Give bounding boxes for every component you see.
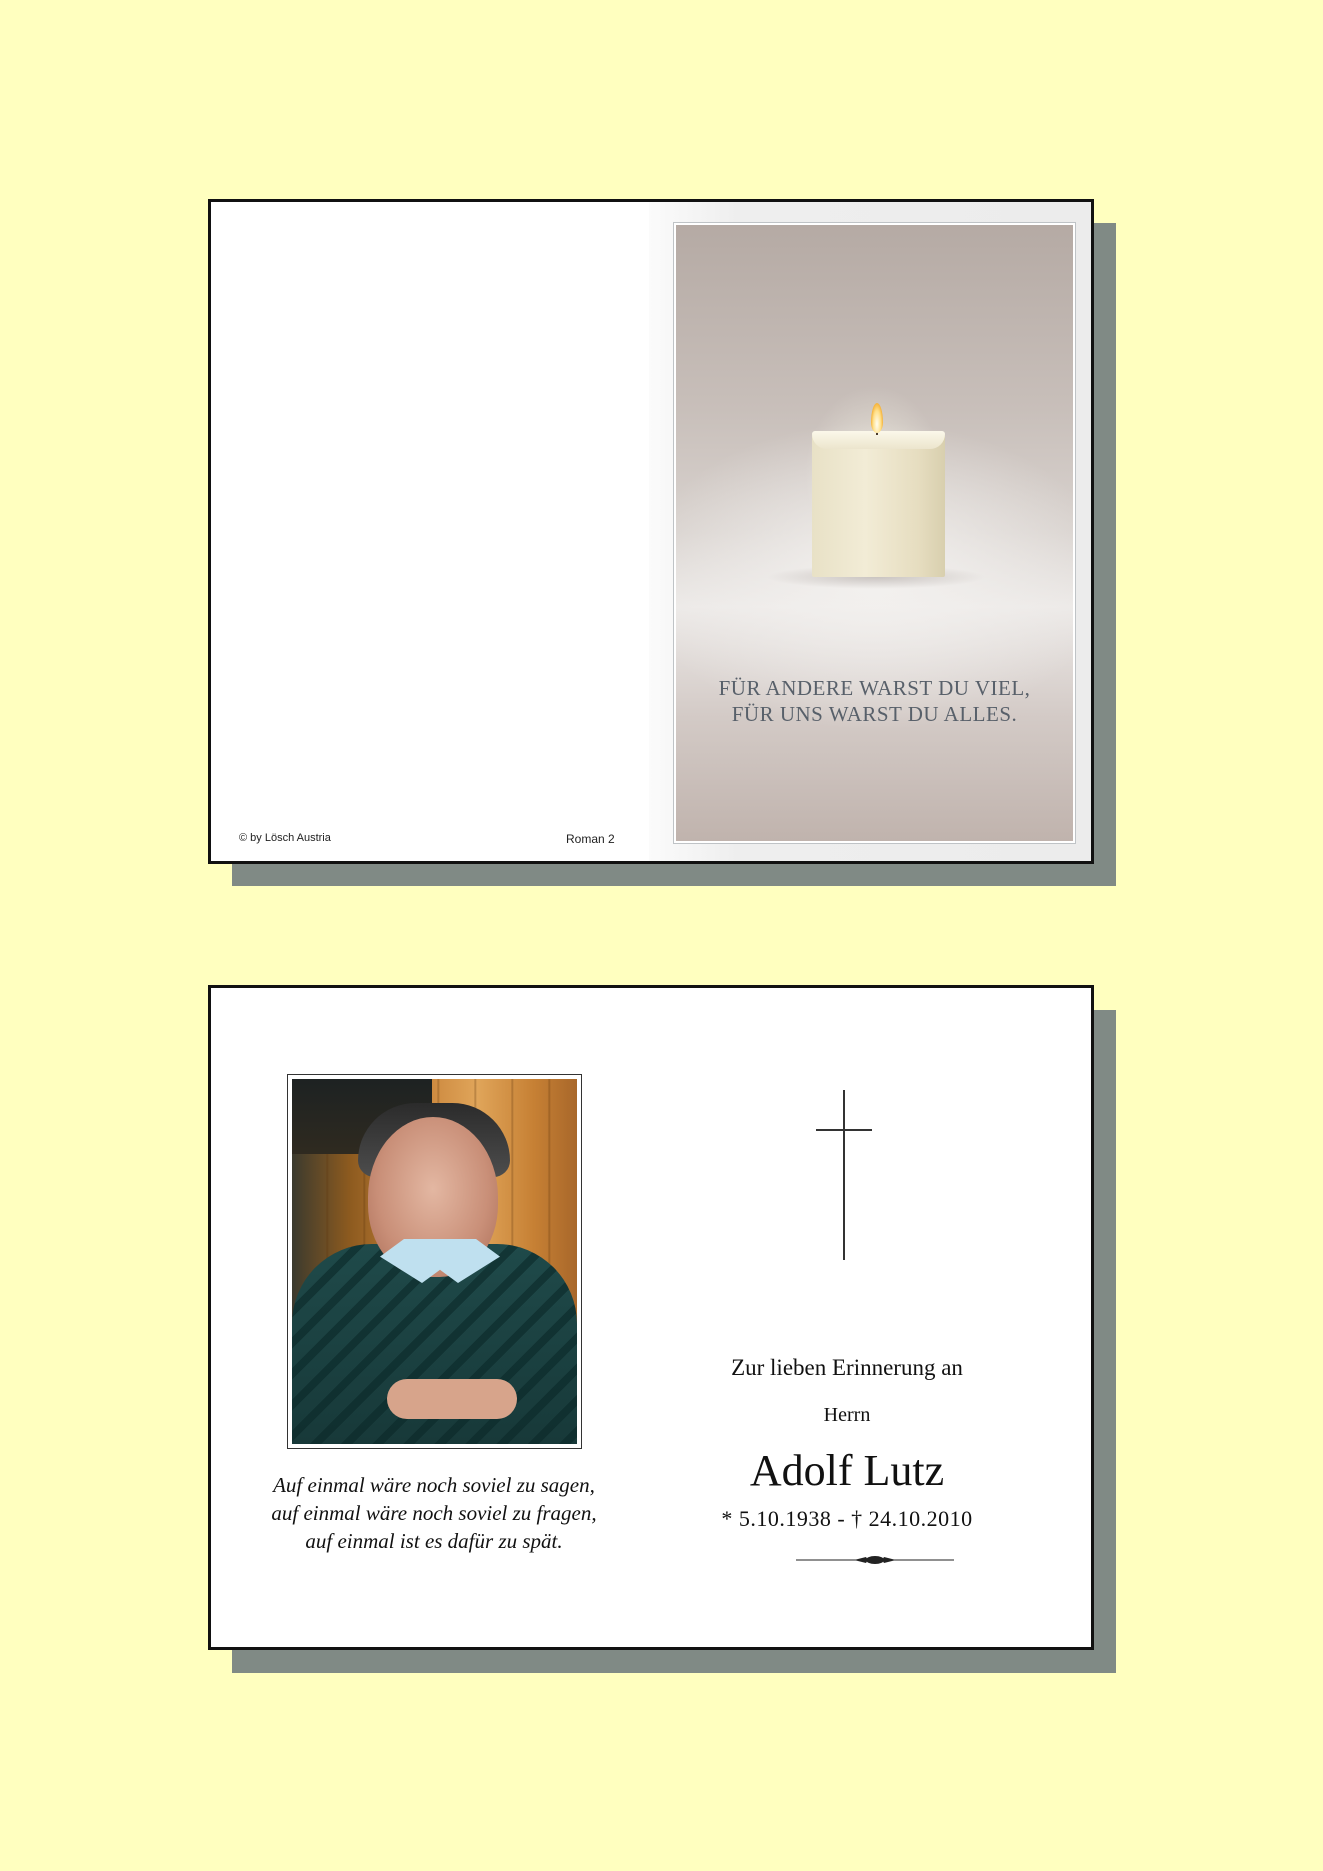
memorial-card-outside <box>208 199 1094 864</box>
poem-line-2: auf einmal wäre noch soviel zu fragen, <box>271 1501 597 1525</box>
candle-icon <box>812 431 945 577</box>
copyright-text: © by Lösch Austria <box>239 832 331 844</box>
poem-text <box>211 1471 657 1555</box>
memory-heading: Zur lieben Erinnerung an <box>731 1355 963 1380</box>
portrait-photo <box>292 1079 577 1444</box>
model-label: Roman 2 <box>566 832 615 846</box>
candle-picture <box>674 223 1075 843</box>
cross-icon <box>843 1090 845 1260</box>
portrait-frame <box>287 1074 582 1449</box>
hands <box>387 1379 517 1419</box>
memorial-card-inside <box>208 985 1094 1650</box>
verse-line-2: FÜR UNS WARST DU ALLES. <box>731 702 1018 726</box>
deceased-name: Adolf Lutz <box>749 1446 945 1495</box>
life-dates: * 5.10.1938 - † 24.10.2010 <box>721 1506 973 1531</box>
poem-line-3: auf einmal ist es dafür zu spät. <box>305 1529 563 1553</box>
salutation: Herrn <box>823 1404 871 1426</box>
poem-line-1: Auf einmal wäre noch soviel zu sagen, <box>273 1473 595 1497</box>
verse-text <box>676 675 1073 727</box>
candle-top <box>812 431 945 449</box>
ornament-divider-icon <box>796 1554 954 1566</box>
verse-line-1: FÜR ANDERE WARST DU VIEL, <box>718 676 1031 700</box>
cross-icon-bar <box>816 1129 872 1131</box>
